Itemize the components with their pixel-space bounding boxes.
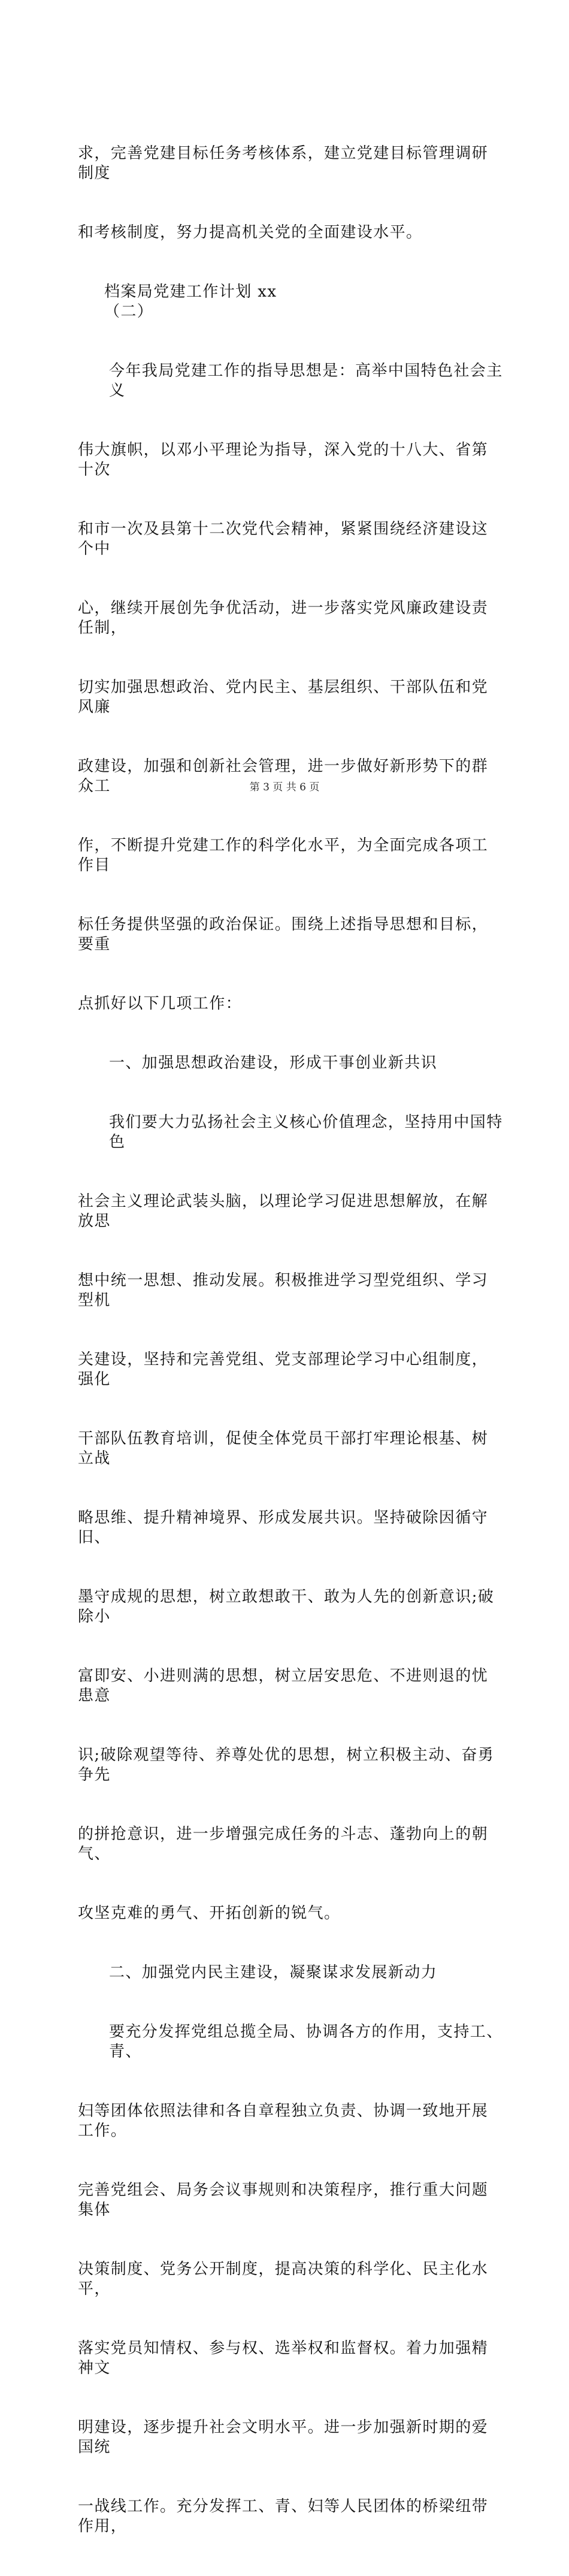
text-line: 完善党组会、局务会议事规则和决策程序，推行重大问题集体 bbox=[78, 2181, 489, 2219]
text-line: 标任务提供坚强的政治保证。围绕上述指导思想和目标，要重 bbox=[78, 916, 489, 953]
text-line: 干部队伍教育培训，促使全体党员干部打牢理论根基、树立战 bbox=[78, 1430, 489, 1467]
text-line: 妇等团体依照法律和各自章程独立负责、协调一致地开展工作。 bbox=[78, 2102, 489, 2140]
section-1-paragraph bbox=[78, 1073, 504, 1963]
section-heading-1: 一、加强思想政治建设，形成干事创业新共识 bbox=[109, 1054, 438, 1072]
page-footer: 第 3 页 共 6 页 bbox=[249, 781, 320, 793]
text-line: 落实党员知情权、参与权、选举权和监督权。着力加强精神文 bbox=[78, 2339, 489, 2377]
text-line: 略思维、提升精神境界、形成发展共识。坚持破除因循守旧、 bbox=[78, 1509, 489, 1547]
text-line: 攻坚克难的勇气、开拓创新的锐气。 bbox=[78, 1904, 341, 1922]
text-line: 点抓好以下几项工作： bbox=[78, 995, 243, 1013]
guiding-thought-paragraph bbox=[78, 322, 504, 1053]
text-line: 识;破除观望等待、养尊处优的思想，树立积极主动、奋勇争先 bbox=[78, 1746, 495, 1784]
section-heading-2: 二、加强党内民主建设，凝聚谋求发展新动力 bbox=[109, 1964, 438, 1982]
text-line: 心，继续开展创先争优活动，进一步落实党风廉政建设责任制， bbox=[78, 599, 489, 637]
text-line: 和市一次及县第十二次党代会精神，紧紧围绕经济建设这个中 bbox=[78, 520, 489, 558]
text-line: 求，完善党建目标任务考核体系，建立党建目标管理调研制度 bbox=[78, 144, 489, 182]
text-line: 伟大旗帜，以邓小平理论为指导，深入党的十八大、省第十次 bbox=[78, 441, 489, 479]
text-line: 我们要大力弘扬社会主义核心价值理念，坚持用中国特色 bbox=[109, 1113, 503, 1151]
text-line: 决策制度、党务公开制度，提高决策的科学化、民主化水平， bbox=[78, 2260, 489, 2298]
subtitle: （二） bbox=[104, 303, 154, 321]
text-line: 政建设，加强和创新社会管理，进一步做好新形势下的群众工 bbox=[78, 757, 489, 795]
text-line: 社会主义理论武装头脑，以理论学习促进思想解放，在解放思 bbox=[78, 1192, 489, 1230]
continuation-paragraph bbox=[78, 104, 504, 282]
text-line: 墨守成规的思想，树立敢想敢干、敢为人先的创新意识;破除小 bbox=[78, 1588, 495, 1626]
text-line: 切实加强思想政治、党内民主、基层组织、干部队伍和党风廉 bbox=[78, 678, 489, 716]
text-line: 明建设，逐步提升社会文明水平。进一步加强新时期的爱国统 bbox=[78, 2418, 489, 2456]
text-line: 一战线工作。充分发挥工、青、妇等人民团体的桥梁纽带作用， bbox=[78, 2498, 489, 2535]
text-line: 和考核制度，努力提高机关党的全面建设水平。 bbox=[78, 224, 423, 241]
text-line: 今年我局党建工作的指导思想是：高举中国特色社会主义 bbox=[109, 362, 503, 400]
text-line: 想中统一思想、推动发展。积极推进学习型党组织、学习型机 bbox=[78, 1272, 489, 1309]
text-line: 关建设，坚持和完善党组、党支部理论学习中心组制度，强化 bbox=[78, 1351, 489, 1388]
document-title: 档案局党建工作计划 xx bbox=[104, 283, 277, 301]
document-body bbox=[78, 104, 504, 2576]
text-line: 作，不断提升党建工作的科学化水平，为全面完成各项工作目 bbox=[78, 836, 489, 874]
text-line: 要充分发挥党组总揽全局、协调各方的作用，支持工、青、 bbox=[109, 2023, 503, 2061]
text-line: 富即安、小进则满的思想，树立居安思危、不进则退的忧患意 bbox=[78, 1667, 489, 1705]
section-2-paragraph bbox=[78, 1983, 504, 2576]
text-line: 的拼抢意识，进一步增强完成任务的斗志、蓬勃向上的朝气、 bbox=[78, 1825, 489, 1863]
